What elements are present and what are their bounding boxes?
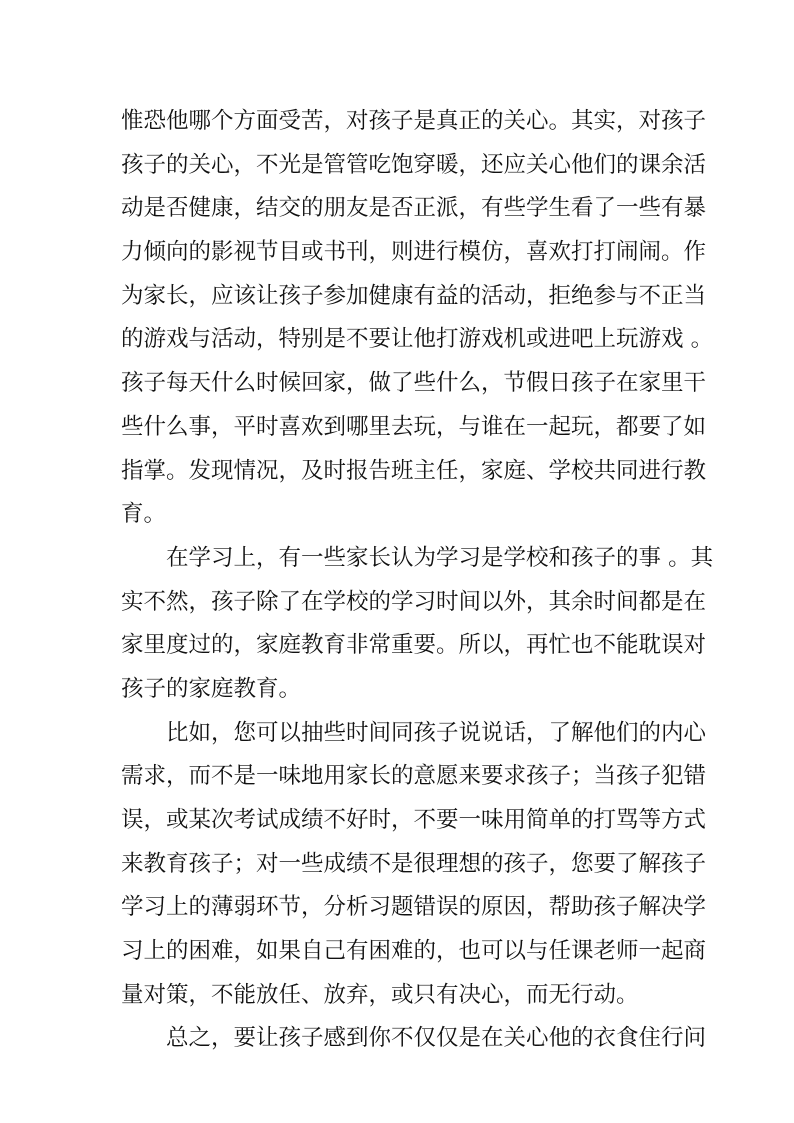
text-line: 力倾向的影视节目或书刊，则进行模仿，喜欢打打闹闹。作: [121, 239, 707, 266]
text-line: 学习上的薄弱环节，分析习题错误的原因，帮助孩子解决学: [121, 894, 707, 921]
text-line: 实不然，孩子除了在学校的学习时间以外，其余时间都是在: [121, 588, 707, 615]
text-line: 的游戏与活动，特别是不要让他打游戏机或进吧上玩游戏 。: [121, 326, 714, 353]
paragraph-start-line: 在学习上，有一些家长认为学习是学校和孩子的事 。其: [166, 544, 714, 571]
text-line: 孩子的家庭教育。: [121, 675, 302, 702]
text-line: 指掌。发现情况，及时报告班主任，家庭、学校共同进行教: [121, 457, 707, 484]
paragraph-start-line: 比如，您可以抽些时间同孩子说说话，了解他们的内心: [166, 719, 707, 746]
text-line: 习上的困难，如果自己有困难的，也可以与任课老师一起商: [121, 938, 707, 965]
paragraph-start-line: 总之，要让孩子感到你不仅仅是在关心他的衣食住行问: [166, 1025, 707, 1052]
text-line: 来教育孩子；对一些成绩不是很理想的孩子，您要了解孩子: [121, 850, 707, 877]
body-text: [121, 100, 714, 1061]
text-line: 家里度过的，家庭教育非常重要。所以，再忙也不能耽误对: [121, 632, 707, 659]
text-line: 孩子每天什么时候回家，做了些什么，节假日孩子在家里干: [121, 370, 707, 397]
text-line: 需求，而不是一味地用家长的意愿来要求孩子；当孩子犯错: [121, 763, 707, 790]
text-line: 误，或某次考试成绩不好时，不要一味用简单的打骂等方式: [121, 807, 707, 833]
text-line: 育。: [121, 501, 167, 528]
text-line: 动是否健康，结交的朋友是否正派，有些学生看了一些有暴: [121, 195, 707, 222]
text-line: 量对策，不能放任、放弃，或只有决心，而无行动。: [121, 981, 639, 1008]
text-line: 孩子的关心，不光是管管吃饱穿暖，还应关心他们的课余活: [121, 151, 707, 178]
text-line: 惟恐他哪个方面受苦，对孩子是真正的关心。其实，对孩子: [121, 108, 707, 134]
text-line: 些什么事，平时喜欢到哪里去玩，与谁在一起玩，都要了如: [121, 413, 707, 440]
text-line: 为家长，应该让孩子参加健康有益的活动，拒绝参与不正当: [121, 282, 707, 309]
